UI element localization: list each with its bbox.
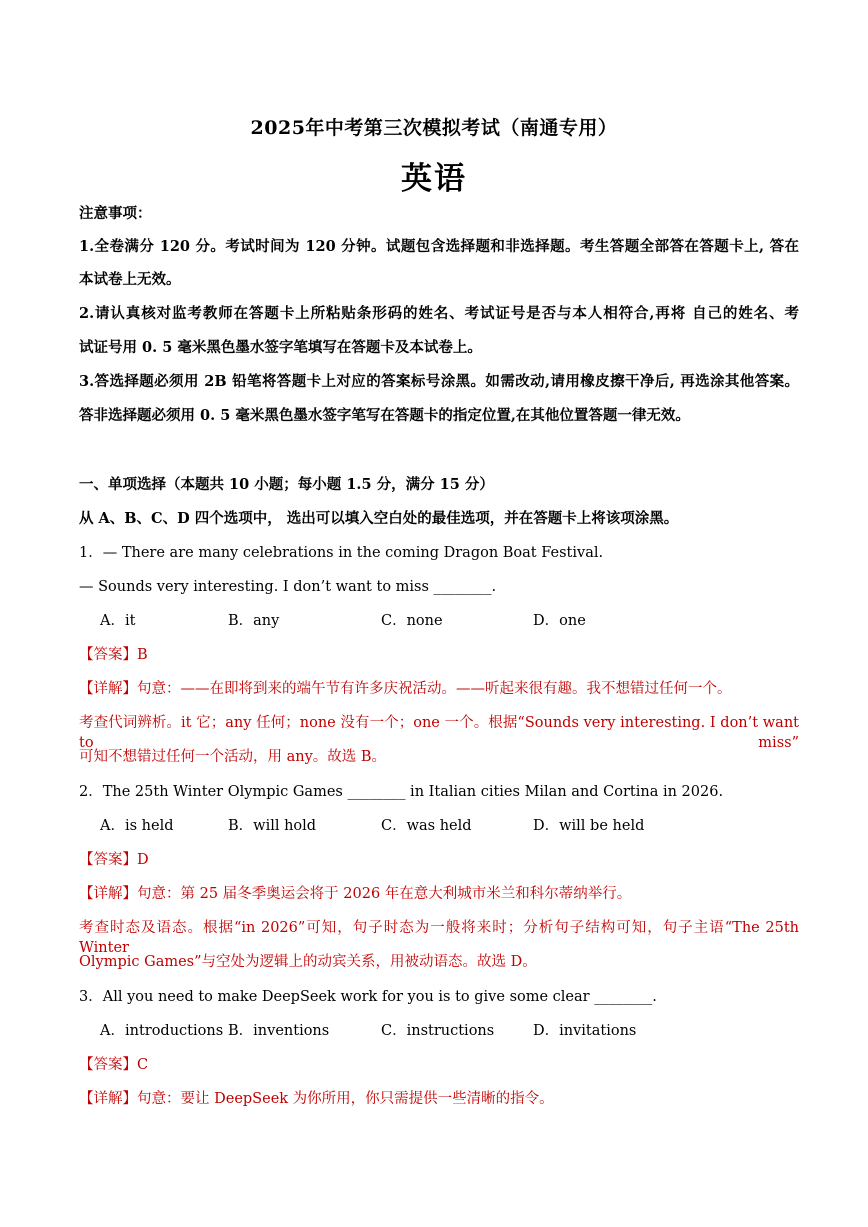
question-stem: 2．The 25th Winter Olympic Games ________ in Italian cities Milan and Cortina in 2026. [79,784,724,800]
option-c: C．was held [381,818,472,834]
option-a: A．is held [100,818,174,834]
option-c: C．none [381,613,443,629]
notice-heading: 注意事项： [79,205,152,222]
option-b: B．any [228,613,280,629]
answer-value: B [137,647,148,663]
option-b: B．will hold [228,818,317,834]
detail-line [79,884,799,904]
answer-label: 【答案】 [79,852,137,868]
notice-line: 试证号用 0. 5 毫米黑色墨水签字笔填写在答题卡及本试卷上。 [79,339,482,356]
question-stem: 3．All you need to make DeepSeek work for you is to give some clear ________. [79,989,657,1005]
option-d: D．one [533,613,586,629]
detail-label: 【详解】 [79,681,137,697]
detail-label: 【详解】 [79,886,137,902]
answer-line [79,850,799,870]
detail-line: 考查时态及语态。根据“in 2026”可知，句子时态为一般将来时；分析句子结构可知，句子主语“The 25th Winter [79,920,799,956]
detail-text: 句意：要让 DeepSeek 为你所用，你只需提供一些清晰的指令。 [137,1091,554,1107]
option-a: A．it [100,613,136,629]
exam-title: 2025年中考第三次模拟考试（南通专用） [250,117,618,139]
question-stem: 1．— There are many celebrations in the coming Dragon Boat Festival. [79,545,604,561]
option-d: D．will be held [533,818,645,834]
answer-value: D [137,852,149,868]
detail-text: 句意：第 25 届冬季奥运会将于 2026 年在意大利城市米兰和科尔蒂纳举行。 [137,886,632,902]
notice-line: 2.请认真核对监考教师在答题卡上所粘贴条形码的姓名、考试证号是否与本人相符合,再将 自己的姓名、考 [79,305,799,322]
section-heading: 一、单项选择（本题共 10 小题；每小题 1.5 分，满分 15 分） [79,476,494,493]
answer-label: 【答案】 [79,647,137,663]
answer-label: 【答案】 [79,1057,137,1073]
option-b: B．inventions [228,1023,330,1039]
option-d: D．invitations [533,1023,637,1039]
question-stem: — Sounds very interesting. I don’t want to miss ________. [79,579,497,595]
answer-line [79,645,799,665]
detail-line: 考查代词辨析。it 它；any 任何；none 没有一个；one 一个。根据“Sounds very interesting. I don’t want to miss” [79,715,799,751]
notice-line: 本试卷上无效。 [79,271,181,288]
answer-line [79,1055,799,1075]
notice-line: 3.答选择题必须用 2B 铅笔将答题卡上对应的答案标号涂黑。如需改动,请用橡皮擦干净后, 再选涂其他答案。 [79,373,799,390]
detail-line: Olympic Games”与空处为逻辑上的动宾关系，用被动语态。故选 D。 [79,954,537,970]
detail-line: 可知不想错过任何一个活动，用 any。故选 B。 [79,749,387,765]
option-a: A．introductions [100,1023,224,1039]
subject-title: 英语 [401,161,467,197]
detail-line [79,1089,799,1109]
answer-value: C [137,1057,149,1073]
detail-line [79,679,799,699]
option-c: C．instructions [381,1023,495,1039]
notice-line: 1.全卷满分 120 分。考试时间为 120 分钟。试题包含选择题和非选择题。考生答题全部答在答题卡上, 答在 [79,238,799,255]
detail-text: 句意：——在即将到来的端午节有许多庆祝活动。——听起来很有趣。我不想错过任何一个。 [137,681,732,697]
section-instruction: 从 A、B、C、D 四个选项中， 选出可以填入空白处的最佳选项，并在答题卡上将该项涂黑。 [79,510,679,527]
notice-line: 答非选择题必须用 0. 5 毫米黑色墨水签字笔写在答题卡的指定位置,在其他位置答题一律无效。 [79,407,690,424]
detail-label: 【详解】 [79,1091,137,1107]
